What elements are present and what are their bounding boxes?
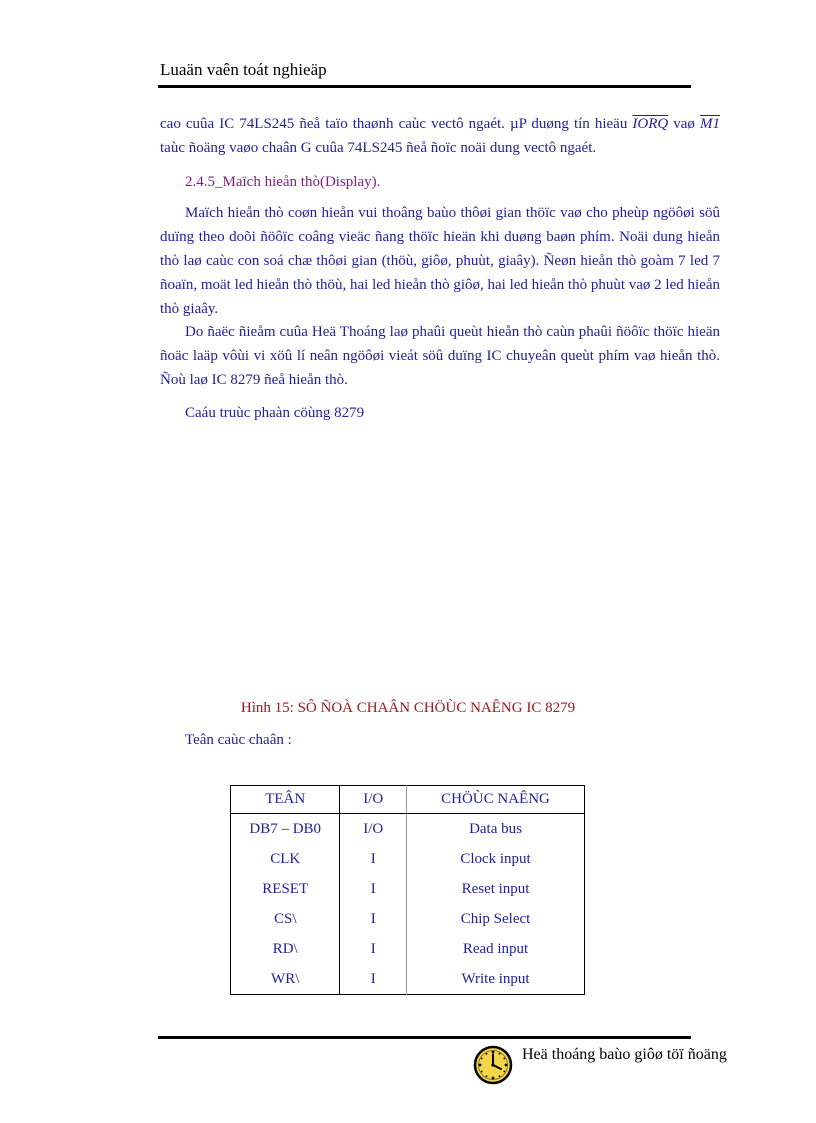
pin-function: Clock input [460, 850, 531, 867]
iorq-signal: IORQ [632, 116, 669, 132]
table-row [231, 814, 585, 845]
pin-name: CS\ [231, 904, 340, 934]
table-row [231, 904, 585, 934]
pin-name: WR\ [231, 964, 340, 995]
header-rule [158, 85, 691, 88]
header-title: Luaän vaên toát nghieäp [160, 60, 327, 79]
display-description: Maïch hieån thò coøn hieån vui thoâng baùo thôøi gian thöïc vaø cho pheùp ngöôøi söû duïng theo doõi ñöôïc coâng vieäc ñang thöïc hieän khi duøng baøn phím. Noäi dung hieån thò laø caùc con soá chæ thôøi gian (thöù, giôø, phuùt, giaây). Ñeøn hieån thò goàm 7 led 7 ñoaïn, moät led hieån thò thöù, hai led hieån thò giôø, hai led hieån thò phuùt vaø 2 led hieån thò giaây. [160, 205, 720, 317]
pin-name: CLK [231, 844, 340, 874]
table-row [231, 844, 585, 874]
pin-function: Reset input [461, 880, 530, 897]
pin-function: Data bus [469, 820, 522, 837]
pin-io: I [340, 964, 407, 995]
pin-name: RD\ [231, 934, 340, 964]
table-row [231, 874, 585, 904]
clock-icon [473, 1045, 513, 1085]
pin-name: DB7 – DB0 [231, 814, 340, 845]
pin-io: I [340, 904, 407, 934]
pin-io: I [340, 844, 407, 874]
pin-function: Chip Select [460, 910, 531, 927]
column-header-name: TEÂN [231, 786, 340, 814]
table-row [231, 964, 585, 995]
column-header-io: I/O [340, 786, 407, 814]
footer-rule [158, 1036, 691, 1039]
pin-table-heading: Teân caùc chaân : [185, 732, 292, 748]
m1-signal: M1 [699, 116, 720, 132]
figure-caption: Hình 15: SÔ ÑOÀ CHAÂN CHÖÙC NAÊNG IC 8279 [240, 700, 576, 716]
pin-table [230, 785, 585, 995]
pin-io: I [340, 934, 407, 964]
pin-function: Read input [462, 940, 529, 957]
pin-table-header-row [231, 786, 585, 814]
ic-description: Do ñaëc ñieåm cuûa Heä Thoáng laø phaûi queùt hieån thò caùn phaûi ñöôïc thöïc hieän ñoäc laäp vôùi vi xöû lí neân ngöôøi vieát söû duïng IC chuyeân queùt phím vaø hieån thò. Ñoù laø IC 8279 ñeå hieån thò. [160, 324, 720, 388]
table-row [231, 934, 585, 964]
column-header-function: CHÖÙC NAÊNG [407, 786, 585, 814]
intro-text-1: cao cuûa IC 74LS245 ñeå taïo thaønh caùc vectô ngaét. µP duøng tín hieäu [160, 116, 633, 132]
intro-paragraph [160, 112, 720, 160]
pin-io: I [340, 874, 407, 904]
pin-function: Write input [461, 970, 530, 987]
intro-text-2: vaø [668, 116, 700, 132]
pinout-heading: Caáu truùc phaàn cöùng 8279 [185, 405, 365, 421]
pin-name: RESET [231, 874, 340, 904]
footer-title: Heä thoáng baùo giôø töï ñoäng [522, 1046, 727, 1063]
pin-io: I/O [340, 814, 407, 845]
section-heading: 2.4.5_Maïch hieån thò(Display). [185, 174, 381, 190]
intro-text-3: taùc ñoäng vaøo chaân G cuûa 74LS245 ñeå ñoïc noäi dung vectô ngaét. [160, 140, 597, 156]
